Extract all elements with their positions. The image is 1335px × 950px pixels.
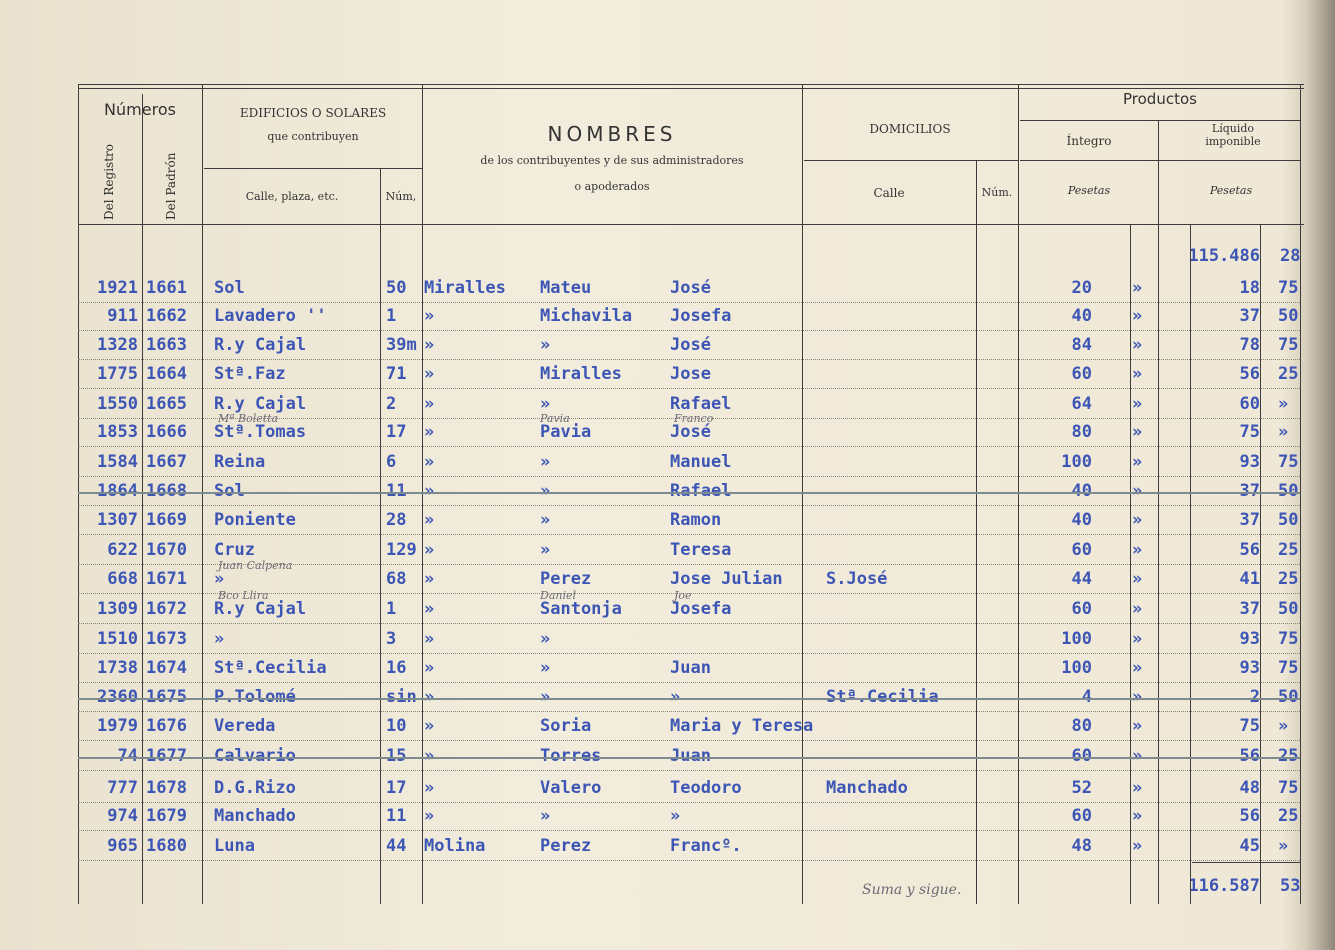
row-cell-ip: » <box>1132 364 1143 384</box>
row-cell-n3: Josefa <box>670 306 732 326</box>
row-cell-calle: R.y Cajal <box>214 599 307 619</box>
row-cell-n3: Jose <box>670 364 711 384</box>
row-cell-n3: Maria y Teresa <box>670 716 814 736</box>
row-cell-n1: » <box>424 599 435 619</box>
header-liquido: Líquido imponible <box>1205 122 1261 148</box>
row-cell-reg: 1775 <box>97 364 138 384</box>
row-cell-lc: » <box>1278 394 1289 414</box>
row-cell-n3: Rafael <box>670 394 732 414</box>
header-del-padron: Del Padrón <box>164 152 178 220</box>
row-cell-n1: » <box>424 306 435 326</box>
row-cell-num: 1 <box>386 599 397 619</box>
row-cell-pad: 1671 <box>146 569 187 589</box>
row-cell-int: 100 <box>1061 629 1092 649</box>
column-rule <box>802 84 803 904</box>
row-cell-ip: » <box>1132 540 1143 560</box>
row-dotted-rule <box>78 653 1300 654</box>
row-cell-n1: » <box>424 510 435 530</box>
row-cell-num: 50 <box>386 278 407 298</box>
row-dotted-rule <box>78 860 1300 861</box>
row-cell-n3: » <box>670 687 681 707</box>
handwritten-annotation: Bco Llira <box>218 589 269 602</box>
row-cell-lc: 75 <box>1278 778 1299 798</box>
row-cell-n3: José <box>670 335 711 355</box>
row-cell-n1: Molina <box>424 836 486 856</box>
row-cell-n1: » <box>424 481 435 501</box>
row-cell-dom: Manchado <box>826 778 908 798</box>
integro-rule <box>1020 160 1300 161</box>
row-cell-n1: » <box>424 687 435 707</box>
row-cell-int: 100 <box>1061 452 1092 472</box>
strike-through-line <box>78 757 1300 759</box>
strike-through-line <box>78 698 1300 700</box>
row-cell-calle: Cruz <box>214 540 255 560</box>
row-cell-pad: 1675 <box>146 687 187 707</box>
header-nombres: NOMBRES <box>547 122 677 146</box>
row-cell-dom: Stª.Cecilia <box>826 687 939 707</box>
row-cell-n1: » <box>424 540 435 560</box>
row-cell-reg: 1307 <box>97 510 138 530</box>
row-cell-liq: 56 <box>1239 364 1260 384</box>
row-cell-ip: » <box>1132 394 1143 414</box>
row-cell-n2: » <box>540 510 551 530</box>
row-cell-reg: 1738 <box>97 658 138 678</box>
row-cell-ip: » <box>1132 569 1143 589</box>
row-dotted-rule <box>78 302 1300 303</box>
header-pesetas-liquido: Pesetas <box>1209 184 1253 197</box>
row-cell-n3: Juan <box>670 658 711 678</box>
row-cell-ip: » <box>1132 278 1143 298</box>
row-cell-num: sin <box>386 687 417 707</box>
handwritten-annotation: Joe <box>674 589 692 602</box>
row-cell-num: 2 <box>386 394 397 414</box>
row-cell-n1: » <box>424 806 435 826</box>
row-cell-n2: Michavila <box>540 306 633 326</box>
row-cell-reg: 1864 <box>97 481 138 501</box>
row-cell-n1: Miralles <box>424 278 506 298</box>
row-cell-n1: » <box>424 778 435 798</box>
row-cell-n2: » <box>540 687 551 707</box>
row-cell-num: 3 <box>386 629 397 649</box>
row-cell-num: 129 <box>386 540 417 560</box>
row-cell-num: 28 <box>386 510 407 530</box>
row-dotted-rule <box>78 830 1300 831</box>
row-cell-lc: 50 <box>1278 306 1299 326</box>
row-cell-liq: 56 <box>1239 806 1260 826</box>
row-cell-lc: 75 <box>1278 452 1299 472</box>
row-cell-calle: D.G.Rizo <box>214 778 296 798</box>
row-cell-lc: 50 <box>1278 510 1299 530</box>
row-cell-liq: 93 <box>1239 452 1260 472</box>
row-cell-liq: 60 <box>1239 394 1260 414</box>
row-cell-n1: » <box>424 364 435 384</box>
row-cell-pad: 1678 <box>146 778 187 798</box>
row-cell-n2: Miralles <box>540 364 622 384</box>
header-que-contribuyen: que contribuyen <box>267 130 359 143</box>
row-cell-num: 11 <box>386 806 407 826</box>
row-cell-ip: » <box>1132 599 1143 619</box>
row-cell-pad: 1669 <box>146 510 187 530</box>
row-cell-calle: Reina <box>214 452 266 472</box>
row-cell-n2: Soria <box>540 716 592 736</box>
column-rule <box>202 84 203 904</box>
row-cell-n3: José <box>670 278 711 298</box>
header-nombres-sub2: o apoderados <box>574 180 650 193</box>
row-cell-lc: 75 <box>1278 278 1299 298</box>
row-cell-n3: Juan <box>670 746 711 766</box>
row-cell-n2: Santonja <box>540 599 622 619</box>
row-cell-liq: 37 <box>1239 599 1260 619</box>
row-cell-n3: Francº. <box>670 836 742 856</box>
row-cell-reg: 974 <box>107 806 138 826</box>
row-cell-lc: 25 <box>1278 569 1299 589</box>
row-cell-ip: » <box>1132 452 1143 472</box>
column-rule <box>1018 84 1019 904</box>
row-cell-int: 60 <box>1071 599 1092 619</box>
header-dom-num: Núm. <box>981 186 1013 199</box>
row-cell-pad: 1677 <box>146 746 187 766</box>
row-cell-pad: 1663 <box>146 335 187 355</box>
row-cell-reg: 1853 <box>97 422 138 442</box>
row-cell-calle: Sol <box>214 278 245 298</box>
row-cell-calle: Sol <box>214 481 245 501</box>
row-dotted-rule <box>78 330 1300 331</box>
row-cell-n2: » <box>540 540 551 560</box>
row-cell-n3: Ramon <box>670 510 722 530</box>
header-nombres-sub1: de los contribuyentes y de sus administradores <box>480 154 744 167</box>
book-binding <box>1305 0 1335 950</box>
row-cell-n1: » <box>424 629 435 649</box>
row-cell-num: 44 <box>386 836 407 856</box>
row-cell-lc: 75 <box>1278 658 1299 678</box>
handwritten-annotation: Mª Boletta <box>218 412 279 425</box>
edificios-rule <box>204 168 422 169</box>
column-rule <box>1158 120 1159 904</box>
row-cell-liq: 37 <box>1239 481 1260 501</box>
row-cell-reg: 1550 <box>97 394 138 414</box>
row-cell-pad: 1679 <box>146 806 187 826</box>
row-cell-ip: » <box>1132 778 1143 798</box>
row-cell-reg: 911 <box>107 306 138 326</box>
row-cell-lc: 50 <box>1278 599 1299 619</box>
row-cell-ip: » <box>1132 658 1143 678</box>
row-cell-liq: 37 <box>1239 510 1260 530</box>
row-cell-lc: » <box>1278 716 1289 736</box>
row-cell-n1: » <box>424 452 435 472</box>
row-cell-ip: » <box>1132 806 1143 826</box>
row-dotted-rule <box>78 446 1300 447</box>
row-cell-pad: 1668 <box>146 481 187 501</box>
row-cell-num: 10 <box>386 716 407 736</box>
row-cell-calle: P.Tolomé <box>214 687 296 707</box>
row-cell-lc: 25 <box>1278 746 1299 766</box>
row-cell-num: 68 <box>386 569 407 589</box>
handwritten-annotation: Pavia <box>540 412 570 425</box>
row-cell-num: 17 <box>386 778 407 798</box>
row-cell-n1: » <box>424 569 435 589</box>
row-cell-num: 1 <box>386 306 397 326</box>
row-cell-ip: » <box>1132 836 1143 856</box>
row-cell-int: 60 <box>1071 746 1092 766</box>
row-cell-pad: 1666 <box>146 422 187 442</box>
row-cell-n3: Rafael <box>670 481 732 501</box>
header-numeros: Números <box>104 100 176 119</box>
row-dotted-rule <box>78 802 1300 803</box>
row-cell-pad: 1673 <box>146 629 187 649</box>
row-dotted-rule <box>78 359 1300 360</box>
row-cell-reg: 1510 <box>97 629 138 649</box>
row-cell-int: 48 <box>1071 836 1092 856</box>
footer-suma-y-sigue: Suma y sigue. <box>862 882 962 898</box>
row-cell-n1: » <box>424 716 435 736</box>
handwritten-annotation: Daniel <box>540 589 577 602</box>
row-dotted-rule <box>78 505 1300 506</box>
row-cell-n2: » <box>540 335 551 355</box>
row-cell-reg: 1328 <box>97 335 138 355</box>
header-edificios: EDIFICIOS O SOLARES <box>239 106 387 120</box>
row-cell-pad: 1670 <box>146 540 187 560</box>
row-dotted-rule <box>78 682 1300 683</box>
row-cell-int: 80 <box>1071 716 1092 736</box>
row-cell-n2: Torres <box>540 746 602 766</box>
row-cell-n3: Jose Julian <box>670 569 783 589</box>
row-cell-int: 60 <box>1071 364 1092 384</box>
row-cell-int: 40 <box>1071 481 1092 501</box>
row-cell-num: 11 <box>386 481 407 501</box>
row-cell-n2: » <box>540 394 551 414</box>
row-cell-calle: Vereda <box>214 716 276 736</box>
row-cell-n2: Valero <box>540 778 602 798</box>
header-bottom-rule <box>78 224 1304 225</box>
row-cell-reg: 622 <box>107 540 138 560</box>
row-cell-liq: 48 <box>1239 778 1260 798</box>
ledger-top-rule-2 <box>78 88 1304 89</box>
row-cell-n2: » <box>540 452 551 472</box>
row-cell-n2: Perez <box>540 569 592 589</box>
row-cell-n2: » <box>540 481 551 501</box>
row-cell-pad: 1662 <box>146 306 187 326</box>
row-cell-n2: » <box>540 658 551 678</box>
row-cell-num: 15 <box>386 746 407 766</box>
row-cell-n3: Teresa <box>670 540 732 560</box>
row-cell-num: 71 <box>386 364 407 384</box>
row-cell-n1: » <box>424 335 435 355</box>
row-cell-lc: 25 <box>1278 364 1299 384</box>
row-cell-liq: 93 <box>1239 629 1260 649</box>
row-cell-int: 100 <box>1061 658 1092 678</box>
row-cell-pad: 1680 <box>146 836 187 856</box>
row-cell-calle: Luna <box>214 836 255 856</box>
row-cell-ip: » <box>1132 629 1143 649</box>
row-cell-calle: » <box>214 569 225 589</box>
row-cell-num: 17 <box>386 422 407 442</box>
row-cell-reg: 2360 <box>97 687 138 707</box>
row-cell-n2: Pavia <box>540 422 592 442</box>
row-cell-lc: 75 <box>1278 629 1299 649</box>
row-cell-calle: Calvario <box>214 746 296 766</box>
row-cell-int: 40 <box>1071 510 1092 530</box>
row-cell-reg: 965 <box>107 836 138 856</box>
handwritten-annotation: Juan Calpena <box>218 559 293 572</box>
row-cell-calle: » <box>214 629 225 649</box>
row-cell-liq: 56 <box>1239 746 1260 766</box>
row-dotted-rule <box>78 770 1300 771</box>
row-cell-n3: Josefa <box>670 599 732 619</box>
domicilios-rule <box>804 160 1018 161</box>
row-cell-lc: 50 <box>1278 687 1299 707</box>
row-cell-reg: 1979 <box>97 716 138 736</box>
row-cell-liq: 56 <box>1239 540 1260 560</box>
row-cell-int: 44 <box>1071 569 1092 589</box>
ledger-table <box>78 84 1304 904</box>
row-cell-ip: » <box>1132 716 1143 736</box>
row-cell-lc: » <box>1278 836 1289 856</box>
productos-rule <box>1020 120 1300 121</box>
header-calle-plaza: Calle, plaza, etc. <box>245 190 339 203</box>
row-cell-dom: S.José <box>826 569 888 589</box>
row-cell-ip: » <box>1132 481 1143 501</box>
row-cell-pad: 1672 <box>146 599 187 619</box>
footer-total-cents: 53 <box>1280 876 1301 896</box>
row-cell-ip: » <box>1132 422 1143 442</box>
row-cell-n3: José <box>670 422 711 442</box>
row-cell-lc: 50 <box>1278 481 1299 501</box>
row-cell-calle: R.y Cajal <box>214 394 307 414</box>
row-cell-liq: 37 <box>1239 306 1260 326</box>
header-del-registro: Del Registro <box>102 144 116 220</box>
column-rule <box>142 94 143 904</box>
row-cell-int: 80 <box>1071 422 1092 442</box>
row-cell-pad: 1676 <box>146 716 187 736</box>
row-cell-int: 64 <box>1071 394 1092 414</box>
row-cell-liq: 93 <box>1239 658 1260 678</box>
row-cell-ip: » <box>1132 510 1143 530</box>
row-cell-calle: Poniente <box>214 510 296 530</box>
row-cell-ip: » <box>1132 746 1143 766</box>
header-dom-calle: Calle <box>873 186 905 200</box>
row-cell-int: 40 <box>1071 306 1092 326</box>
row-cell-num: 16 <box>386 658 407 678</box>
row-cell-n2: » <box>540 629 551 649</box>
row-cell-int: 52 <box>1071 778 1092 798</box>
row-cell-n2: » <box>540 806 551 826</box>
row-cell-reg: 1309 <box>97 599 138 619</box>
row-cell-calle: R.y Cajal <box>214 335 307 355</box>
row-cell-liq: 78 <box>1239 335 1260 355</box>
row-dotted-rule <box>78 740 1300 741</box>
row-cell-lc: 75 <box>1278 335 1299 355</box>
row-cell-ip: » <box>1132 335 1143 355</box>
row-cell-ip: » <box>1132 306 1143 326</box>
row-cell-pad: 1674 <box>146 658 187 678</box>
carry-forward-cents: 28 <box>1280 246 1301 266</box>
row-dotted-rule <box>78 534 1300 535</box>
row-cell-n1: » <box>424 746 435 766</box>
row-cell-int: 60 <box>1071 806 1092 826</box>
row-cell-calle: Stª.Tomas <box>214 422 307 442</box>
row-dotted-rule <box>78 711 1300 712</box>
row-cell-reg: 1584 <box>97 452 138 472</box>
row-cell-reg: 1921 <box>97 278 138 298</box>
row-dotted-rule <box>78 476 1300 477</box>
row-dotted-rule <box>78 388 1300 389</box>
row-cell-num: 39m <box>386 335 417 355</box>
row-cell-n3: Teodoro <box>670 778 742 798</box>
row-cell-lc: 25 <box>1278 540 1299 560</box>
row-cell-n1: » <box>424 658 435 678</box>
header-productos: Productos <box>1123 90 1197 108</box>
row-cell-n1: » <box>424 422 435 442</box>
row-cell-pad: 1665 <box>146 394 187 414</box>
row-cell-int: 60 <box>1071 540 1092 560</box>
strike-through-line <box>78 492 1300 494</box>
row-cell-calle: Lavadero '' <box>214 306 327 326</box>
header-integro: Íntegro <box>1066 134 1112 148</box>
total-rule <box>1192 862 1300 863</box>
row-cell-n2: Mateu <box>540 278 592 298</box>
row-cell-pad: 1664 <box>146 364 187 384</box>
row-cell-n2: Perez <box>540 836 592 856</box>
row-cell-lc: » <box>1278 422 1289 442</box>
row-cell-calle: Stª.Faz <box>214 364 286 384</box>
header-num: Núm, <box>385 190 417 203</box>
row-cell-n1: » <box>424 394 435 414</box>
row-cell-liq: 41 <box>1239 569 1260 589</box>
row-cell-liq: 45 <box>1239 836 1260 856</box>
row-cell-int: 84 <box>1071 335 1092 355</box>
row-cell-num: 6 <box>386 452 397 472</box>
header-pesetas-integro: Pesetas <box>1067 184 1111 197</box>
row-cell-calle: Stª.Cecilia <box>214 658 327 678</box>
row-cell-liq: 75 <box>1239 716 1260 736</box>
header-domicilios: DOMICILIOS <box>869 122 951 136</box>
row-cell-int: 20 <box>1071 278 1092 298</box>
row-cell-liq: 2 <box>1249 687 1260 707</box>
row-cell-lc: 25 <box>1278 806 1299 826</box>
row-cell-pad: 1661 <box>146 278 187 298</box>
row-cell-calle: Manchado <box>214 806 296 826</box>
row-cell-reg: 777 <box>107 778 138 798</box>
row-dotted-rule <box>78 623 1300 624</box>
row-cell-reg: 74 <box>117 746 138 766</box>
row-cell-int: 4 <box>1081 687 1092 707</box>
row-cell-ip: » <box>1132 687 1143 707</box>
ledger-top-rule <box>78 84 1304 85</box>
carry-forward-pesetas: 115.486 <box>1188 246 1260 266</box>
row-cell-n3: Manuel <box>670 452 732 472</box>
footer-total: 116.587 <box>1188 876 1260 896</box>
handwritten-annotation: Franco <box>674 412 714 425</box>
row-cell-reg: 668 <box>107 569 138 589</box>
row-cell-pad: 1667 <box>146 452 187 472</box>
row-cell-liq: 75 <box>1239 422 1260 442</box>
row-cell-n3: » <box>670 806 681 826</box>
row-cell-liq: 18 <box>1239 278 1260 298</box>
